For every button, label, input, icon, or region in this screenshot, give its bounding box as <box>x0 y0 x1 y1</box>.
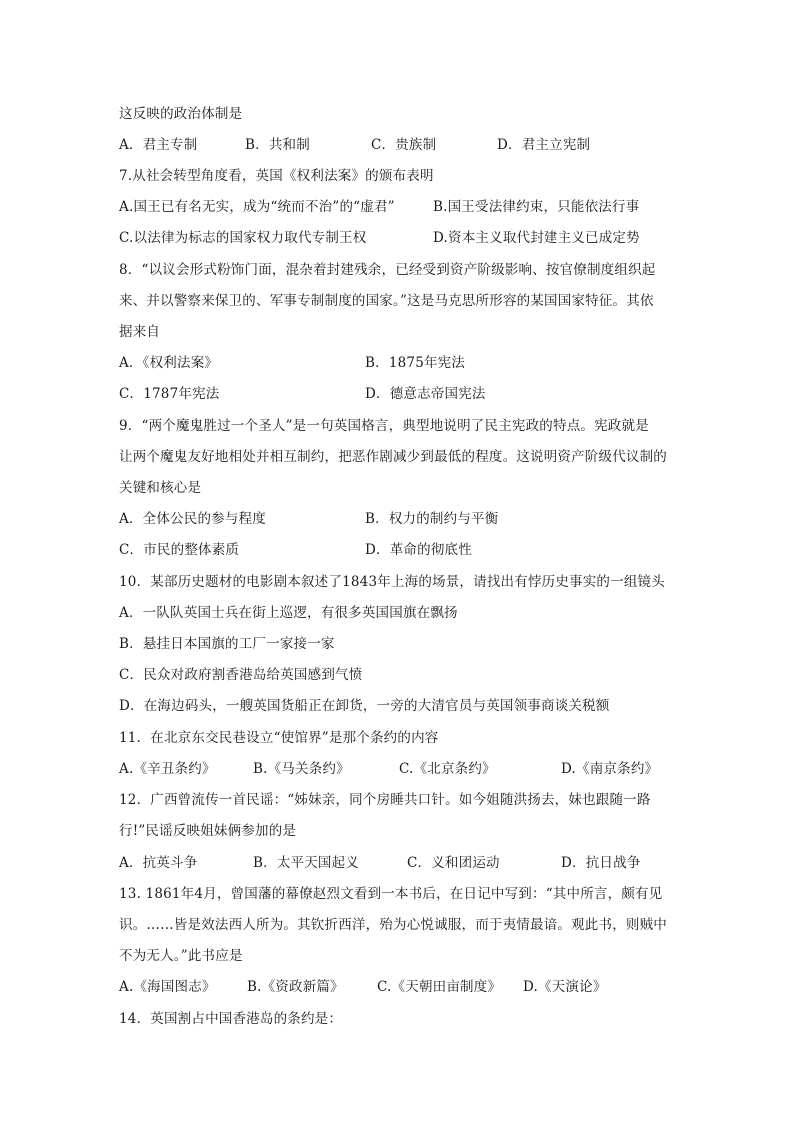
q9-option-b: B．权力的制约与平衡 <box>365 511 499 527</box>
q8-stem-line1: 8．“以议会形式粉饰门面，混杂着封建残余，已经受到资产阶级影响、按官僚制度组织起 <box>119 262 656 278</box>
q8-option-d: D．德意志帝国宪法 <box>365 386 486 402</box>
q11-option-c: C.《北京条约》 <box>399 761 496 777</box>
q12-stem-line1: 12．广西曾流传一首民谣：“姊妹亲，同个房睡共口针。如今姐随洪扬去，妹也跟随一路 <box>119 792 651 808</box>
q8-option-b: B．1875年宪法 <box>365 355 466 371</box>
q10-option-b: B．悬挂日本国旗的工厂一家接一家 <box>119 636 335 652</box>
q13-option-d: D.《天演论》 <box>523 979 607 995</box>
q11-option-a: A.《辛丑条约》 <box>119 761 216 777</box>
q9-stem-line1: 9．“两个魔鬼胜过一个圣人”是一句英国格言，典型地说明了民主宪政的特点。宪政就是 <box>119 418 649 434</box>
q9-option-a: A．全体公民的参与程度 <box>119 511 266 527</box>
q12-stem-line2: 行!”民谣反映姐妹俩参加的是 <box>119 823 297 839</box>
q6-option-b: B．共和制 <box>245 137 310 153</box>
q9-option-c: C．市民的整体素质 <box>119 542 240 558</box>
q8-option-c: C．1787年宪法 <box>119 386 220 402</box>
q8-stem-line2: 来、并以警察来保卫的、军事专制制度的国家。”这是马克思所形容的某国国家特征。其依 <box>119 293 654 309</box>
q6-option-d: D．君主立宪制 <box>497 137 591 153</box>
q7-option-c: C.以法律为标志的国家权力取代专制王权 <box>119 230 367 246</box>
q13-stem-line3: 不为无人。”此书应是 <box>119 948 243 964</box>
q11-option-b: B.《马关条约》 <box>253 761 350 777</box>
q13-option-a: A.《海国图志》 <box>119 979 216 995</box>
q9-stem-line3: 关键和核心是 <box>119 480 202 496</box>
q14-stem: 14．英国割占中国香港岛的条约是： <box>119 1011 343 1027</box>
q12-option-c: C．义和团运动 <box>407 855 500 871</box>
q13-stem-line1: 13. 1861年4月，曾国藩的幕僚赵烈文看到一本书后，在日记中写到：“其中所言，颇有见 <box>119 886 663 902</box>
q12-option-a: A．抗英斗争 <box>119 855 198 871</box>
q13-stem-line2: 识。……皆是效法西人所为。其钦折西洋，殆为心悦诚服，而于夷情最谙。观此书，则贼中 <box>119 917 667 933</box>
q7-option-d: D.资本主义取代封建主义已成定势 <box>433 230 640 246</box>
q13-option-c: C.《天朝田亩制度》 <box>377 979 502 995</box>
q6-stem: 这反映的政治体制是 <box>119 106 243 122</box>
q10-option-c: C．民众对政府割香港岛给英国感到气愤 <box>119 667 363 683</box>
q13-option-b: B.《资政新篇》 <box>247 979 344 995</box>
q7-option-a: A.国王已有名无实，成为“统而不治”的“虚君” <box>119 199 395 215</box>
q8-option-a: A．《权利法案》 <box>119 355 219 371</box>
q11-stem: 11．在北京东交民巷设立“使馆界”是那个条约的内容 <box>119 730 439 746</box>
q10-stem: 10．某部历史题材的电影剧本叙述了1843年上海的场景，请找出有悖历史事实的一组镜头 <box>119 574 665 590</box>
q12-option-b: B．太平天国起义 <box>253 855 360 871</box>
q7-option-b: B.国王受法律约束，只能依法行事 <box>433 199 640 215</box>
q7-stem: 7.从社会转型角度看，英国《权利法案》的颁布表明 <box>119 168 434 184</box>
q6-option-c: C．贵族制 <box>371 137 437 153</box>
q10-option-d: D．在海边码头，一艘英国货船正在卸货，一旁的大清官员与英国领事商谈关税额 <box>119 698 610 714</box>
q10-option-a: A．一队队英国士兵在街上巡逻，有很多英国国旗在飘扬 <box>119 605 458 621</box>
q11-option-d: D.《南京条约》 <box>561 761 659 777</box>
q8-stem-line3: 据来自 <box>119 324 161 340</box>
q12-option-d: D．抗日战争 <box>561 855 641 871</box>
q9-option-d: D．革命的彻底性 <box>365 542 472 558</box>
q6-option-a: A．君主专制 <box>119 137 198 153</box>
q9-stem-line2: 让两个魔鬼友好地相处并相互制约，把恶作剧减少到最低的程度。这说明资产阶级代议制的 <box>119 449 667 465</box>
